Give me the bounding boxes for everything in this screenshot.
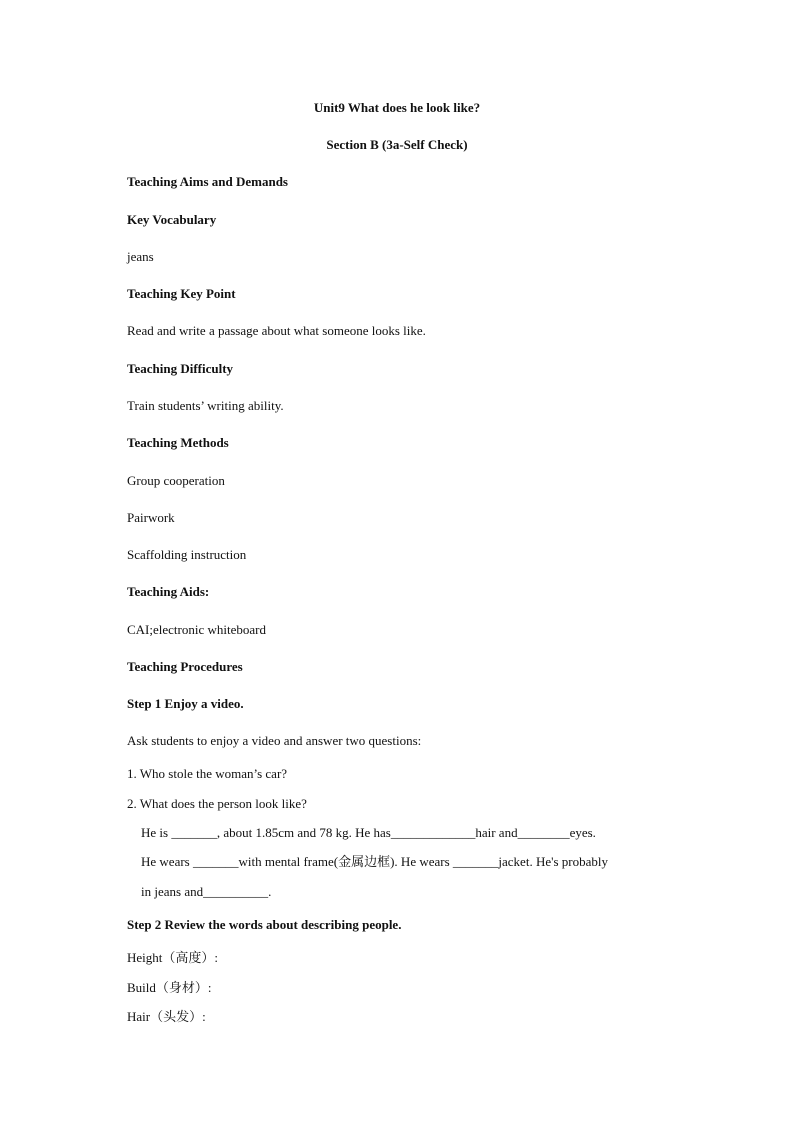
step1-fill-line-2: He wears _______with mental frame(金属边框). He wears _______jacket. He's probably (141, 854, 608, 869)
aids-text: CAI;electronic whiteboard (127, 622, 266, 637)
document-subtitle: Section B (3a-Self Check) (326, 137, 468, 152)
step1-question-1: 1. Who stole the woman’s car? (127, 766, 288, 781)
vocab-heading: Key Vocabulary (127, 212, 217, 227)
step1-fill-line-1: He is _______, about 1.85cm and 78 kg. He has_____________hair and________eyes. (141, 825, 596, 840)
method-item: Pairwork (127, 510, 175, 525)
vocab-text: jeans (127, 249, 154, 264)
aims-heading: Teaching Aims and Demands (127, 174, 288, 189)
procedures-heading: Teaching Procedures (127, 659, 243, 674)
step2-height-label: Height（高度）: (127, 950, 218, 965)
step1-heading: Step 1 Enjoy a video. (127, 696, 244, 711)
keypoint-heading: Teaching Key Point (127, 286, 236, 301)
method-item: Scaffolding instruction (127, 547, 247, 562)
step2-hair-label: Hair（头发）: (127, 1009, 206, 1024)
document-title: Unit9 What does he look like? (313, 100, 481, 115)
step2-heading: Step 2 Review the words about describing people. (127, 917, 402, 932)
aids-heading: Teaching Aids: (127, 584, 210, 599)
methods-heading: Teaching Methods (127, 435, 229, 450)
step1-question-2: 2. What does the person look like? (127, 796, 307, 811)
step2-build-label: Build（身材）: (127, 980, 212, 995)
method-item: Group cooperation (127, 473, 225, 488)
difficulty-text: Train students’ writing ability. (127, 398, 284, 413)
difficulty-heading: Teaching Difficulty (127, 361, 234, 376)
step1-intro: Ask students to enjoy a video and answer two questions: (127, 733, 422, 748)
step1-fill-line-3: in jeans and__________. (141, 884, 272, 899)
keypoint-text: Read and write a passage about what someone looks like. (127, 323, 426, 338)
